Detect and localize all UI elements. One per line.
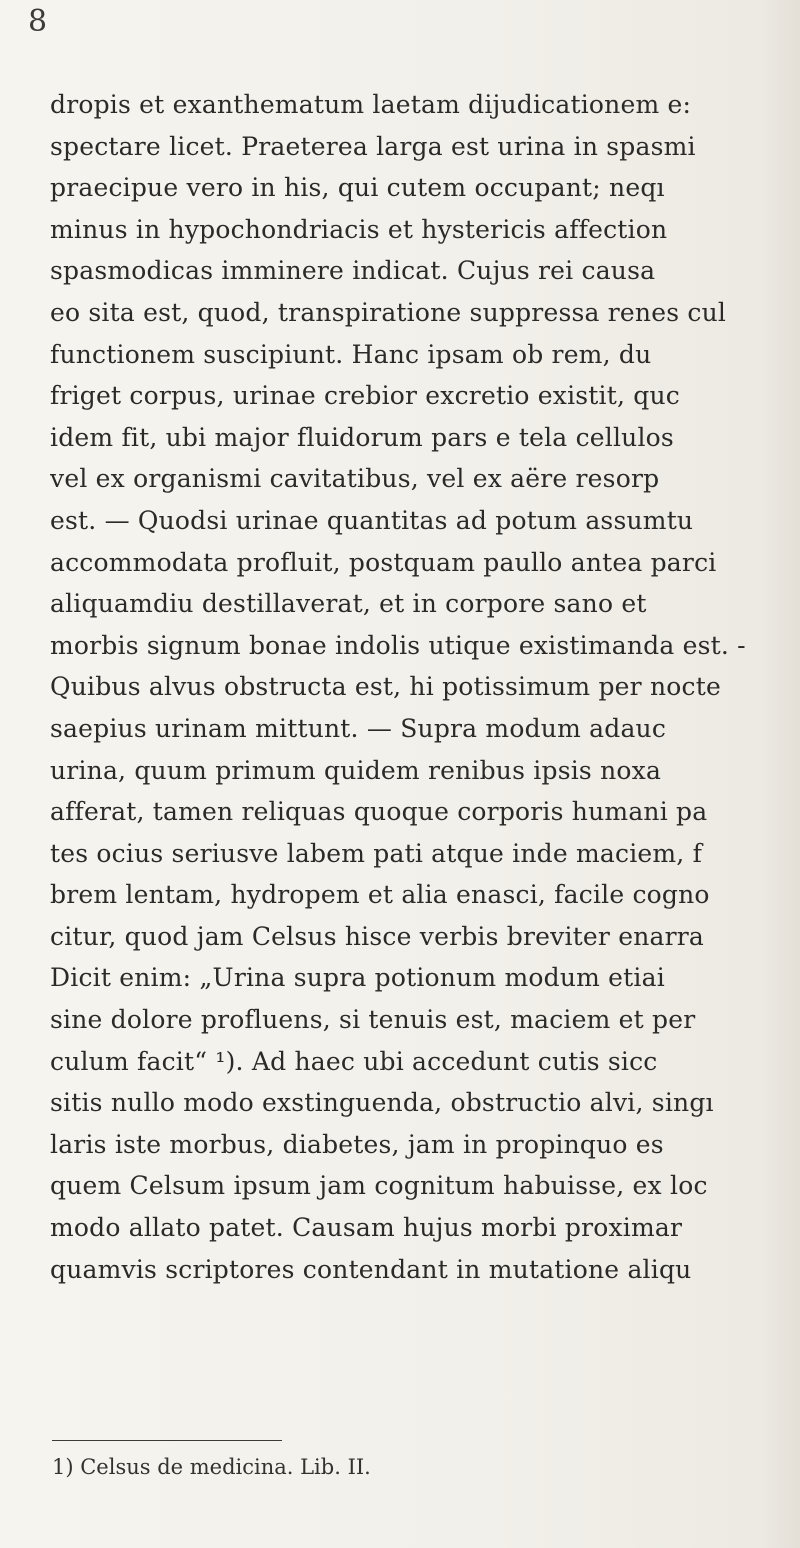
text-line: culum facit“ ¹). Ad haec ubi accedunt cutis sicc bbox=[50, 1046, 658, 1076]
text-line: Quibus alvus obstructa est, hi potissimum per nocte bbox=[50, 672, 721, 702]
text-line: quamvis scriptores contendant in mutatione aliqu bbox=[50, 1254, 692, 1284]
text-line: brem lentam, hydropem et alia enasci, facile cogno bbox=[50, 880, 710, 910]
text-line: praecipue vero in his, qui cutem occupant; neqı bbox=[50, 173, 665, 203]
text-line: est. — Quodsi urinae quantitas ad potum assumtu bbox=[50, 505, 694, 535]
page-edge-shadow bbox=[760, 0, 800, 1548]
text-line: modo allato patet. Causam hujus morbi proximar bbox=[50, 1213, 683, 1243]
text-line: accommodata profluit, postquam paullo antea parci bbox=[50, 547, 717, 577]
text-line: quem Celsum ipsum jam cognitum habuisse, ex loc bbox=[50, 1171, 708, 1201]
text-line: vel ex organismi cavitatibus, vel ex aëre resorp bbox=[50, 464, 660, 494]
footnote-divider bbox=[52, 1440, 282, 1441]
text-line: minus in hypochondriacis et hystericis affection bbox=[50, 214, 668, 244]
text-line: tes ocius seriusve labem pati atque inde maciem, f bbox=[50, 838, 703, 868]
text-line: eo sita est, quod, transpiratione suppressa renes cul bbox=[50, 297, 727, 327]
text-line: citur, quod jam Celsus hisce verbis breviter enarra bbox=[50, 921, 705, 951]
text-line: sine dolore profluens, si tenuis est, maciem et per bbox=[50, 1005, 696, 1035]
text-line: idem fit, ubi major fluidorum pars e tela cellulos bbox=[50, 422, 674, 452]
text-line: sitis nullo modo exstinguenda, obstructio alvi, singı bbox=[50, 1088, 714, 1118]
text-line: morbis signum bonae indolis utique existimanda est. - bbox=[50, 630, 746, 660]
text-line: aliquamdiu destillaverat, et in corpore sano et bbox=[50, 589, 647, 619]
body-text bbox=[50, 84, 800, 1290]
page-number: 8 bbox=[28, 4, 48, 39]
text-line: functionem suscipiunt. Hanc ipsam ob rem, du bbox=[50, 339, 652, 369]
text-line: Dicit enim: „Urina supra potionum modum etiai bbox=[50, 963, 665, 993]
footnote: 1) Celsus de medicina. Lib. II. bbox=[52, 1455, 371, 1479]
text-line: spasmodicas imminere indicat. Cujus rei causa bbox=[50, 256, 656, 286]
text-line: spectare licet. Praeterea larga est urina in spasmi bbox=[50, 131, 696, 161]
text-line: laris iste morbus, diabetes, jam in propinquo es bbox=[50, 1129, 664, 1159]
text-line: urina, quum primum quidem renibus ipsis noxa bbox=[50, 755, 662, 785]
text-line: dropis et exanthematum laetam dijudicationem e: bbox=[50, 90, 692, 119]
text-line: afferat, tamen reliquas quoque corporis humani pa bbox=[50, 797, 708, 827]
text-line: saepius urinam mittunt. — Supra modum adauc bbox=[50, 713, 667, 743]
text-line: friget corpus, urinae crebior excretio existit, quc bbox=[50, 381, 680, 411]
